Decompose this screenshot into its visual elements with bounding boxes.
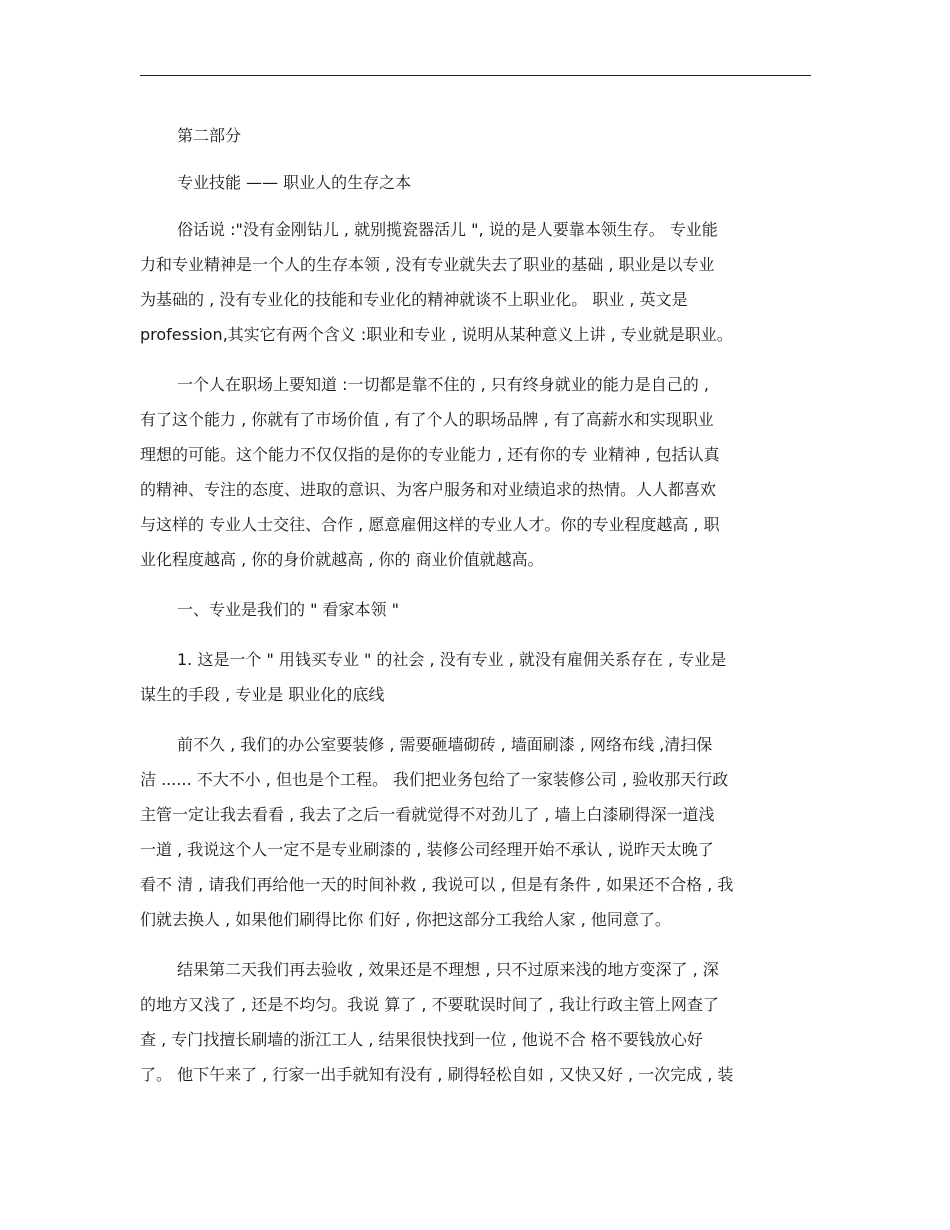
text-line: 业化程度越高 , 你的身价就越高 , 你的 商业价值就越高。 (140, 550, 544, 569)
text-line: 的精神、专注的态度、进取的意识、为客户服务和对业绩追求的热情。人人都喜欢 (140, 480, 717, 499)
point-1 (140, 642, 812, 712)
section-heading: 第二部分 (177, 126, 242, 145)
text-line: 了。 他下午来了 , 行家一出手就知有没有 , 刷得轻松自如 , 又快又好 , 一次完成 , 装 (140, 1065, 734, 1084)
text-line: 力和专业精神是一个人的生存本领 , 没有专业就失去了职业的基础 , 职业是以专业 (140, 255, 715, 274)
paragraph-1 (140, 212, 812, 352)
document-body (140, 118, 812, 1092)
paragraph-4 (140, 952, 812, 1092)
text-line: 与这样的 专业人士交往、合作 , 愿意雇佣这样的专业人才。你的专业程度越高 , 职 (140, 515, 720, 534)
text-line: 有了这个能力 , 你就有了市场价值 , 有了个人的职场品牌 , 有了高薪水和实现职业 (140, 410, 714, 429)
text-line: 一个人在职场上要知道 :一切都是靠不住的 , 只有终身就业的能力是自己的 , (177, 375, 709, 394)
text-line: 主管一定让我去看看 , 我去了之后一看就觉得不对劲儿了 , 墙上白漆刷得深一道浅 (140, 805, 715, 824)
text-line: 们就去换人 , 如果他们刷得比你 们好 , 你把这部分工我给人家 , 他同意了。 (140, 910, 671, 929)
text-line: 前不久 , 我们的办公室要装修 , 需要砸墙砌砖 , 墙面刷漆 , 网络布线 ,清扫保 (177, 735, 713, 754)
text-line: 的地方又浅了 , 还是不均匀。我说 算了 , 不要耽误时间了 , 我让行政主管上网查了 (140, 995, 719, 1014)
paragraph-3 (140, 727, 812, 937)
subheading: 一、专业是我们的 " 看家本领 " (177, 600, 399, 619)
text-line: 一道 , 我说这个人一定不是专业刷漆的 , 装修公司经理开始不承认 , 说昨天太晚了 (140, 840, 714, 859)
text-line: 谋生的手段 , 专业是 职业化的底线 (140, 685, 385, 704)
text-line: profession,其实它有两个含义 :职业和专业 , 说明从某种意义上讲 , 专业就是职业。 (140, 325, 733, 344)
text-line: 洁 ...... 不大不小 , 但也是个工程。 我们把业务包给了一家装修公司 , 验收那天行政 (140, 770, 729, 789)
chapter-title: 专业技能 —— 职业人的生存之本 (177, 173, 412, 192)
paragraph-2 (140, 367, 812, 577)
text-line: 结果第二天我们再去验收 , 效果还是不理想 , 只不过原来浅的地方变深了 , 深 (177, 960, 719, 979)
text-line: 查 , 专门找擅长刷墙的浙江工人 , 结果很快找到一位 , 他说不合 格不要钱放心好 (140, 1030, 703, 1049)
text-line: 理想的可能。这个能力不仅仅指的是你的专业能力 , 还有你的专 业精神 , 包括认真 (140, 445, 720, 464)
text-line: 俗话说 :"没有金刚钻儿 , 就别揽瓷器活儿 ", 说的是人要靠本领生存。 专业能 (177, 220, 718, 239)
text-line: 1. 这是一个 " 用钱买专业 " 的社会 , 没有专业 , 就没有雇佣关系存在 , 专业是 (177, 650, 727, 669)
text-line: 看不 清 , 请我们再给他一天的时间补救 , 我说可以 , 但是有条件 , 如果还不合格 , 我 (140, 875, 734, 894)
text-line: 为基础的 , 没有专业化的技能和专业化的精神就谈不上职业化。 职业 , 英文是 (140, 290, 688, 309)
header-rule (140, 75, 811, 76)
